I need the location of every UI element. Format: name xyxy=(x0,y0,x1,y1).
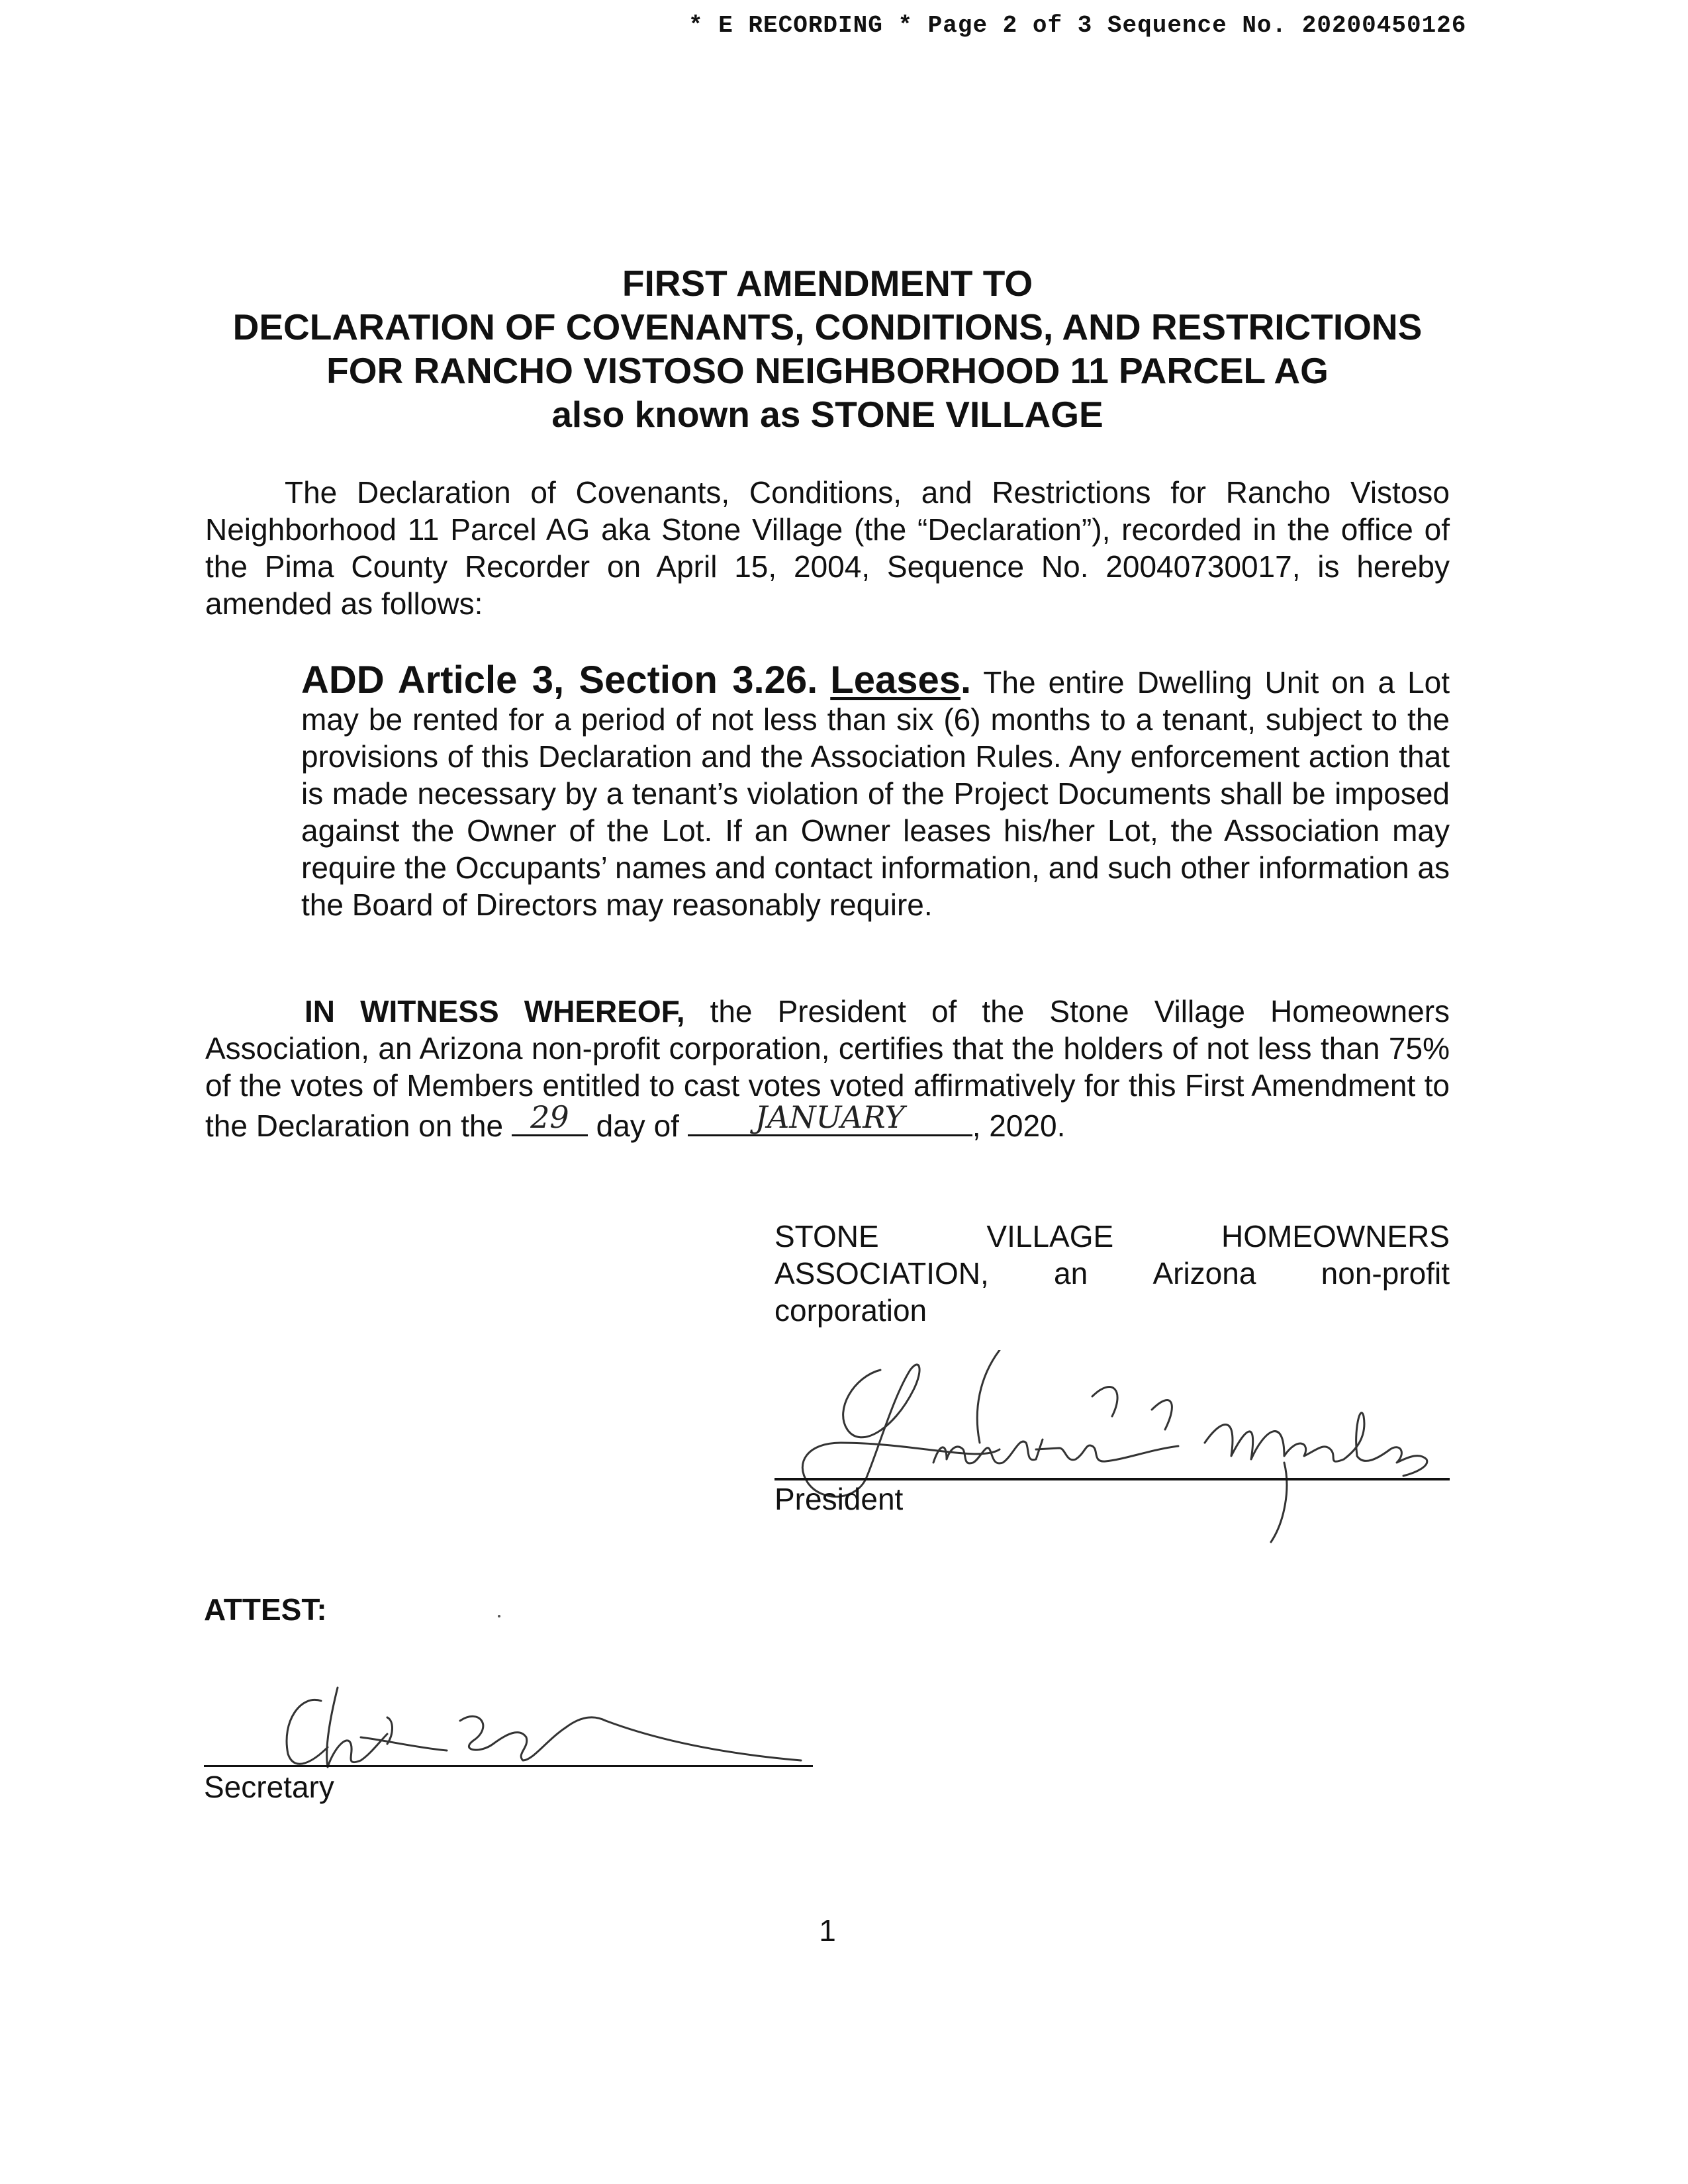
president-label: President xyxy=(774,1482,904,1516)
assoc-word-nonprofit: non-profit xyxy=(1321,1256,1450,1291)
month-handwritten: JANUARY xyxy=(755,1099,905,1135)
title-line-3: FOR RANCHO VISTOSO NEIGHBORHOOD 11 PARCEL AG xyxy=(326,350,1329,391)
assoc-word-an: an xyxy=(1054,1256,1088,1291)
recording-header: * E RECORDING * Page 2 of 3 Sequence No. 20200450126 xyxy=(688,12,1467,39)
title-line-2: DECLARATION OF COVENANTS, CONDITIONS, AND RESTRICTIONS xyxy=(232,306,1423,347)
day-blank xyxy=(512,1099,588,1136)
title-line-4: also known as STONE VILLAGE xyxy=(551,394,1103,435)
secretary-label: Secretary xyxy=(204,1770,334,1804)
day-handwritten: 29 xyxy=(530,1099,569,1135)
year-text: , 2020. xyxy=(972,1109,1066,1143)
secretary-signature-line xyxy=(204,1765,813,1767)
assoc-word-village: VILLAGE xyxy=(986,1219,1114,1253)
witness-paragraph xyxy=(205,993,1450,1144)
amendment-heading: Leases xyxy=(830,659,961,702)
assoc-word-homeowners: HOMEOWNERS xyxy=(1221,1219,1450,1253)
title-line-1: FIRST AMENDMENT TO xyxy=(622,263,1033,304)
amendment-lead: ADD Article 3, Section 3.26. xyxy=(301,659,818,702)
assoc-word-corporation: corporation xyxy=(774,1293,927,1328)
amendment-paragraph xyxy=(301,659,1450,923)
month-blank xyxy=(688,1099,972,1136)
page-number: 1 xyxy=(819,1913,836,1948)
attest-label: ATTEST: xyxy=(204,1592,327,1627)
association-block xyxy=(774,1218,1450,1329)
document-title xyxy=(199,261,1456,436)
amendment-heading-period: . xyxy=(960,659,972,702)
assoc-word-association: ASSOCIATION, xyxy=(774,1256,989,1291)
intro-paragraph: The Declaration of Covenants, Conditions, and Restrictions for Rancho Vistoso Neighborhood 11 Parcel AG aka Stone Village (the “Declaration”), recorded in the office of the Pima County Recorder on April 15, 2004, Sequence No. 20040730017, is hereby amended as follows: xyxy=(205,475,1450,621)
scan-speck xyxy=(498,1615,500,1617)
assoc-word-arizona: Arizona xyxy=(1152,1256,1256,1291)
day-of-text: day of xyxy=(596,1109,679,1143)
president-signature xyxy=(781,1350,1443,1549)
amendment-body: The entire Dwelling Unit on a Lot may be rented for a period of not less than six (6) months to a tenant, subject to the provisions of this Declaration and the Association Rules. Any enforcement action that is made necessary by a tenant’s violation of the Project Documents shall be imposed against the Owner of the Lot. If an Owner leases his/her Lot, the Association may require the Occupants’ names and contact information, and such other information as the Board of Directors may reasonably require. xyxy=(301,665,1450,922)
witness-lead: IN WITNESS WHEREOF, xyxy=(305,994,685,1028)
assoc-word-stone: STONE xyxy=(774,1219,879,1253)
president-signature-line xyxy=(774,1478,1450,1480)
witness-text: the President of the Stone Village Homeowners Association, an Arizona non-profit corporation, certifies that the holders of not less than 75% of the votes of Members entitled to cast votes voted affirmatively for this First Amendment to the Declaration on the xyxy=(205,994,1450,1143)
